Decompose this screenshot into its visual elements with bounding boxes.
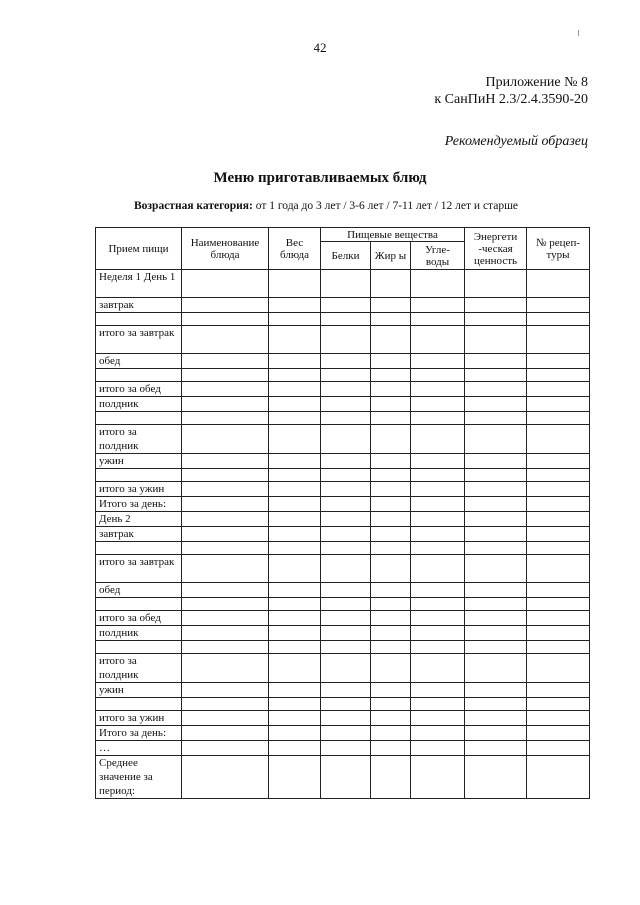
empty-cell bbox=[269, 354, 321, 369]
meal-cell: Итого за день: bbox=[96, 497, 182, 512]
empty-cell bbox=[321, 641, 371, 654]
empty-cell bbox=[321, 469, 371, 482]
empty-cell bbox=[321, 726, 371, 741]
empty-cell bbox=[411, 412, 465, 425]
empty-cell bbox=[182, 354, 269, 369]
empty-cell bbox=[411, 469, 465, 482]
empty-cell bbox=[321, 482, 371, 497]
empty-cell bbox=[182, 626, 269, 641]
table-row bbox=[96, 741, 590, 756]
meal-cell: Неделя 1 День 1 bbox=[96, 270, 182, 298]
empty-cell bbox=[321, 298, 371, 313]
empty-cell bbox=[411, 497, 465, 512]
empty-cell bbox=[371, 482, 411, 497]
empty-cell bbox=[411, 326, 465, 354]
meal-cell bbox=[96, 469, 182, 482]
empty-cell bbox=[411, 354, 465, 369]
empty-cell bbox=[269, 454, 321, 469]
meal-cell bbox=[96, 313, 182, 326]
meal-cell: Итого за день: bbox=[96, 726, 182, 741]
empty-cell bbox=[321, 711, 371, 726]
empty-cell bbox=[411, 313, 465, 326]
empty-cell bbox=[321, 497, 371, 512]
empty-cell bbox=[527, 382, 590, 397]
table-row bbox=[96, 711, 590, 726]
empty-cell bbox=[411, 298, 465, 313]
empty-cell bbox=[182, 698, 269, 711]
empty-cell bbox=[321, 654, 371, 683]
meal-cell: … bbox=[96, 741, 182, 756]
table-row bbox=[96, 756, 590, 799]
empty-cell bbox=[371, 298, 411, 313]
empty-cell bbox=[321, 326, 371, 354]
empty-cell bbox=[371, 555, 411, 583]
empty-cell bbox=[182, 756, 269, 799]
empty-cell bbox=[465, 555, 527, 583]
empty-cell bbox=[182, 611, 269, 626]
empty-cell bbox=[269, 397, 321, 412]
empty-cell bbox=[269, 542, 321, 555]
header-dish-name: Наименование блюда bbox=[182, 228, 269, 270]
empty-cell bbox=[321, 611, 371, 626]
empty-cell bbox=[527, 598, 590, 611]
scan-mark bbox=[578, 30, 579, 36]
empty-cell bbox=[411, 397, 465, 412]
page-title: Меню приготавливаемых блюд bbox=[213, 170, 427, 186]
empty-cell bbox=[465, 711, 527, 726]
sample-note: Рекомендуемый образец bbox=[444, 134, 588, 149]
empty-cell bbox=[411, 482, 465, 497]
appendix-number: Приложение № 8 bbox=[485, 75, 588, 90]
empty-cell bbox=[321, 741, 371, 756]
empty-cell bbox=[465, 741, 527, 756]
table-row bbox=[96, 542, 590, 555]
meal-cell: День 2 bbox=[96, 512, 182, 527]
meal-cell bbox=[96, 542, 182, 555]
empty-cell bbox=[182, 641, 269, 654]
empty-cell bbox=[465, 397, 527, 412]
meal-cell: завтрак bbox=[96, 298, 182, 313]
empty-cell bbox=[465, 326, 527, 354]
table-row bbox=[96, 626, 590, 641]
header-weight: Вес блюда bbox=[269, 228, 321, 270]
table-row bbox=[96, 497, 590, 512]
empty-cell bbox=[527, 512, 590, 527]
empty-cell bbox=[411, 741, 465, 756]
empty-cell bbox=[527, 555, 590, 583]
age-category-label: Возрастная категория: bbox=[134, 200, 253, 212]
empty-cell bbox=[465, 611, 527, 626]
meal-cell: обед bbox=[96, 583, 182, 598]
empty-cell bbox=[321, 583, 371, 598]
empty-cell bbox=[411, 598, 465, 611]
empty-cell bbox=[269, 497, 321, 512]
empty-cell bbox=[371, 527, 411, 542]
empty-cell bbox=[527, 412, 590, 425]
empty-cell bbox=[411, 382, 465, 397]
empty-cell bbox=[465, 382, 527, 397]
empty-cell bbox=[465, 583, 527, 598]
empty-cell bbox=[465, 454, 527, 469]
empty-cell bbox=[269, 555, 321, 583]
empty-cell bbox=[527, 369, 590, 382]
empty-cell bbox=[321, 542, 371, 555]
empty-cell bbox=[465, 683, 527, 698]
empty-cell bbox=[527, 527, 590, 542]
empty-cell bbox=[321, 626, 371, 641]
empty-cell bbox=[465, 469, 527, 482]
meal-cell bbox=[96, 641, 182, 654]
meal-cell: полдник bbox=[96, 626, 182, 641]
header-proteins: Белки bbox=[321, 242, 371, 270]
table-row bbox=[96, 527, 590, 542]
empty-cell bbox=[269, 583, 321, 598]
meal-cell: обед bbox=[96, 354, 182, 369]
empty-cell bbox=[182, 583, 269, 598]
empty-cell bbox=[465, 354, 527, 369]
empty-cell bbox=[465, 497, 527, 512]
empty-cell bbox=[527, 270, 590, 298]
empty-cell bbox=[269, 756, 321, 799]
empty-cell bbox=[182, 598, 269, 611]
header-carbs: Угле- воды bbox=[411, 242, 465, 270]
empty-cell bbox=[371, 598, 411, 611]
empty-cell bbox=[465, 512, 527, 527]
menu-table-body bbox=[96, 270, 590, 799]
empty-cell bbox=[371, 626, 411, 641]
table-row bbox=[96, 326, 590, 354]
empty-cell bbox=[527, 698, 590, 711]
empty-cell bbox=[465, 412, 527, 425]
empty-cell bbox=[321, 382, 371, 397]
empty-cell bbox=[527, 654, 590, 683]
header-nutrients: Пищевые вещества bbox=[321, 228, 465, 242]
meal-cell bbox=[96, 598, 182, 611]
empty-cell bbox=[371, 654, 411, 683]
header-fats: Жир ы bbox=[371, 242, 411, 270]
empty-cell bbox=[411, 369, 465, 382]
table-row bbox=[96, 354, 590, 369]
empty-cell bbox=[321, 598, 371, 611]
empty-cell bbox=[182, 326, 269, 354]
empty-cell bbox=[269, 482, 321, 497]
empty-cell bbox=[182, 482, 269, 497]
empty-cell bbox=[411, 756, 465, 799]
empty-cell bbox=[269, 698, 321, 711]
empty-cell bbox=[182, 298, 269, 313]
menu-table bbox=[95, 227, 590, 799]
empty-cell bbox=[465, 654, 527, 683]
empty-cell bbox=[182, 527, 269, 542]
empty-cell bbox=[527, 313, 590, 326]
empty-cell bbox=[182, 369, 269, 382]
empty-cell bbox=[527, 683, 590, 698]
empty-cell bbox=[411, 726, 465, 741]
empty-cell bbox=[182, 512, 269, 527]
empty-cell bbox=[465, 482, 527, 497]
meal-cell bbox=[96, 698, 182, 711]
empty-cell bbox=[527, 497, 590, 512]
empty-cell bbox=[465, 527, 527, 542]
table-row bbox=[96, 469, 590, 482]
empty-cell bbox=[527, 756, 590, 799]
empty-cell bbox=[182, 741, 269, 756]
empty-cell bbox=[321, 369, 371, 382]
empty-cell bbox=[465, 626, 527, 641]
empty-cell bbox=[411, 611, 465, 626]
meal-cell: итого за завтрак bbox=[96, 555, 182, 583]
table-row bbox=[96, 454, 590, 469]
header-energy: Энергети -ческая ценность bbox=[465, 228, 527, 270]
table-row bbox=[96, 313, 590, 326]
table-row bbox=[96, 654, 590, 683]
empty-cell bbox=[321, 683, 371, 698]
empty-cell bbox=[321, 555, 371, 583]
empty-cell bbox=[527, 611, 590, 626]
empty-cell bbox=[411, 512, 465, 527]
empty-cell bbox=[371, 542, 411, 555]
empty-cell bbox=[269, 425, 321, 454]
empty-cell bbox=[411, 454, 465, 469]
empty-cell bbox=[321, 270, 371, 298]
empty-cell bbox=[182, 542, 269, 555]
empty-cell bbox=[182, 683, 269, 698]
appendix-reference bbox=[434, 74, 588, 108]
table-row bbox=[96, 583, 590, 598]
empty-cell bbox=[371, 469, 411, 482]
empty-cell bbox=[465, 425, 527, 454]
meal-cell: Среднее значение за период: bbox=[96, 756, 182, 799]
empty-cell bbox=[465, 598, 527, 611]
empty-cell bbox=[269, 369, 321, 382]
empty-cell bbox=[269, 611, 321, 626]
empty-cell bbox=[527, 583, 590, 598]
empty-cell bbox=[321, 397, 371, 412]
empty-cell bbox=[182, 555, 269, 583]
empty-cell bbox=[411, 425, 465, 454]
table-row bbox=[96, 641, 590, 654]
table-row bbox=[96, 683, 590, 698]
empty-cell bbox=[465, 698, 527, 711]
empty-cell bbox=[527, 425, 590, 454]
empty-cell bbox=[269, 326, 321, 354]
empty-cell bbox=[371, 369, 411, 382]
meal-cell bbox=[96, 412, 182, 425]
empty-cell bbox=[465, 298, 527, 313]
empty-cell bbox=[371, 326, 411, 354]
empty-cell bbox=[371, 726, 411, 741]
empty-cell bbox=[321, 698, 371, 711]
empty-cell bbox=[411, 527, 465, 542]
empty-cell bbox=[269, 270, 321, 298]
empty-cell bbox=[269, 683, 321, 698]
empty-cell bbox=[182, 469, 269, 482]
table-row bbox=[96, 369, 590, 382]
empty-cell bbox=[371, 756, 411, 799]
empty-cell bbox=[269, 711, 321, 726]
empty-cell bbox=[527, 741, 590, 756]
empty-cell bbox=[411, 542, 465, 555]
empty-cell bbox=[269, 382, 321, 397]
empty-cell bbox=[411, 583, 465, 598]
meal-cell: итого за обед bbox=[96, 611, 182, 626]
meal-cell bbox=[96, 369, 182, 382]
empty-cell bbox=[465, 542, 527, 555]
empty-cell bbox=[321, 454, 371, 469]
empty-cell bbox=[269, 527, 321, 542]
page-number: 42 bbox=[313, 40, 327, 55]
empty-cell bbox=[527, 354, 590, 369]
empty-cell bbox=[371, 711, 411, 726]
empty-cell bbox=[182, 397, 269, 412]
empty-cell bbox=[527, 454, 590, 469]
meal-cell: итого за полдник bbox=[96, 654, 182, 683]
empty-cell bbox=[411, 683, 465, 698]
empty-cell bbox=[321, 313, 371, 326]
empty-cell bbox=[371, 382, 411, 397]
empty-cell bbox=[527, 298, 590, 313]
empty-cell bbox=[527, 641, 590, 654]
empty-cell bbox=[269, 641, 321, 654]
empty-cell bbox=[371, 641, 411, 654]
empty-cell bbox=[371, 512, 411, 527]
empty-cell bbox=[182, 497, 269, 512]
empty-cell bbox=[371, 698, 411, 711]
table-row bbox=[96, 726, 590, 741]
meal-cell: итого за ужин bbox=[96, 711, 182, 726]
meal-cell: ужин bbox=[96, 683, 182, 698]
table-row bbox=[96, 298, 590, 313]
meal-cell: итого за завтрак bbox=[96, 326, 182, 354]
table-row bbox=[96, 698, 590, 711]
empty-cell bbox=[269, 313, 321, 326]
empty-cell bbox=[182, 726, 269, 741]
empty-cell bbox=[411, 711, 465, 726]
meal-cell: завтрак bbox=[96, 527, 182, 542]
empty-cell bbox=[269, 654, 321, 683]
empty-cell bbox=[269, 412, 321, 425]
empty-cell bbox=[371, 583, 411, 598]
header-meal: Прием пищи bbox=[96, 228, 182, 270]
table-row bbox=[96, 425, 590, 454]
empty-cell bbox=[269, 726, 321, 741]
empty-cell bbox=[465, 270, 527, 298]
empty-cell bbox=[371, 611, 411, 626]
table-row bbox=[96, 611, 590, 626]
empty-cell bbox=[321, 756, 371, 799]
empty-cell bbox=[321, 354, 371, 369]
empty-cell bbox=[182, 711, 269, 726]
empty-cell bbox=[321, 527, 371, 542]
meal-cell: ужин bbox=[96, 454, 182, 469]
empty-cell bbox=[527, 726, 590, 741]
meal-cell: итого за полдник bbox=[96, 425, 182, 454]
empty-cell bbox=[527, 711, 590, 726]
empty-cell bbox=[465, 369, 527, 382]
empty-cell bbox=[269, 298, 321, 313]
appendix-sanpin: к СанПиН 2.3/2.4.3590-20 bbox=[434, 92, 588, 107]
empty-cell bbox=[411, 626, 465, 641]
empty-cell bbox=[527, 326, 590, 354]
empty-cell bbox=[411, 270, 465, 298]
empty-cell bbox=[269, 469, 321, 482]
empty-cell bbox=[182, 313, 269, 326]
empty-cell bbox=[182, 412, 269, 425]
empty-cell bbox=[182, 654, 269, 683]
empty-cell bbox=[182, 425, 269, 454]
table-row bbox=[96, 512, 590, 527]
empty-cell bbox=[465, 726, 527, 741]
empty-cell bbox=[371, 454, 411, 469]
empty-cell bbox=[371, 270, 411, 298]
empty-cell bbox=[527, 542, 590, 555]
empty-cell bbox=[182, 454, 269, 469]
empty-cell bbox=[527, 397, 590, 412]
empty-cell bbox=[411, 555, 465, 583]
empty-cell bbox=[371, 425, 411, 454]
meal-cell: итого за обед bbox=[96, 382, 182, 397]
empty-cell bbox=[371, 313, 411, 326]
empty-cell bbox=[182, 382, 269, 397]
empty-cell bbox=[465, 641, 527, 654]
empty-cell bbox=[371, 397, 411, 412]
empty-cell bbox=[371, 354, 411, 369]
meal-cell: итого за ужин bbox=[96, 482, 182, 497]
empty-cell bbox=[269, 741, 321, 756]
meal-cell: полдник bbox=[96, 397, 182, 412]
empty-cell bbox=[465, 756, 527, 799]
empty-cell bbox=[269, 598, 321, 611]
empty-cell bbox=[411, 641, 465, 654]
empty-cell bbox=[371, 412, 411, 425]
empty-cell bbox=[269, 626, 321, 641]
header-recipe-number: № рецеп- туры bbox=[527, 228, 590, 270]
empty-cell bbox=[321, 425, 371, 454]
empty-cell bbox=[321, 512, 371, 527]
empty-cell bbox=[371, 497, 411, 512]
table-row bbox=[96, 397, 590, 412]
empty-cell bbox=[527, 482, 590, 497]
empty-cell bbox=[371, 683, 411, 698]
empty-cell bbox=[527, 469, 590, 482]
table-row bbox=[96, 382, 590, 397]
empty-cell bbox=[411, 698, 465, 711]
empty-cell bbox=[371, 741, 411, 756]
table-row bbox=[96, 555, 590, 583]
age-category-value: от 1 года до 3 лет / 3-6 лет / 7-11 лет / 12 лет и старше bbox=[255, 200, 519, 212]
table-row bbox=[96, 270, 590, 298]
table-row bbox=[96, 412, 590, 425]
empty-cell bbox=[465, 313, 527, 326]
empty-cell bbox=[321, 412, 371, 425]
table-row bbox=[96, 482, 590, 497]
empty-cell bbox=[269, 512, 321, 527]
age-category bbox=[134, 200, 518, 212]
table-row bbox=[96, 598, 590, 611]
empty-cell bbox=[182, 270, 269, 298]
empty-cell bbox=[411, 654, 465, 683]
empty-cell bbox=[527, 626, 590, 641]
